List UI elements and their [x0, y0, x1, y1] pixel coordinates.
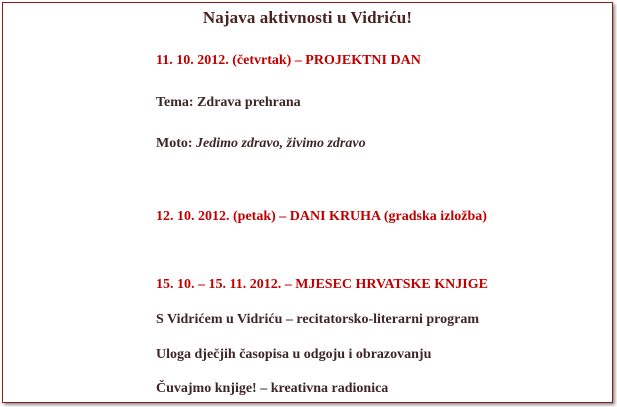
event-heading-projektni-dan: 11. 10. 2012. (četvrtak) – PROJEKTNI DAN [156, 53, 421, 68]
tema-value: Zdrava prehrana [197, 95, 301, 110]
event-tema-line [156, 95, 301, 111]
list-item: Čuvajmo knjige! – kreativna radionica [156, 381, 389, 396]
page-title: Najava aktivnosti u Vidriću! [202, 8, 413, 27]
moto-value: Jedimo zdravo, živimo zdravo [196, 136, 366, 151]
tema-label: Tema: [156, 95, 198, 110]
event-heading-dani-kruha: 12. 10. 2012. (petak) – DANI KRUHA (gradska izložba) [156, 209, 487, 224]
list-item: Uloga dječjih časopisa u odgoju i obrazovanju [156, 347, 432, 362]
announcement-box [2, 2, 613, 403]
moto-label: Moto: [156, 136, 197, 151]
event-heading-mjesec-knjige: 15. 10. – 15. 11. 2012. – MJESEC HRVATSKE KNJIGE [156, 277, 488, 292]
event-moto-line [156, 136, 366, 152]
list-item: S Vidrićem u Vidriću – recitatorsko-literarni program [156, 312, 479, 327]
